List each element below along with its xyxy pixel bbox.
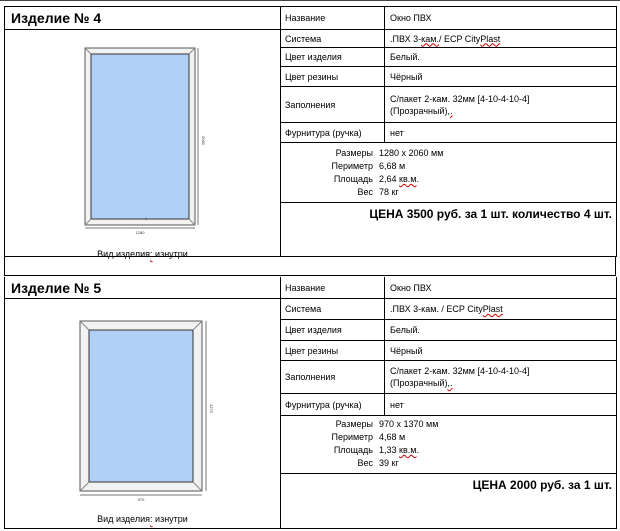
spec-row: Размеры 1280 x 2060 мм bbox=[335, 148, 444, 158]
product-title: Изделие № 4 bbox=[5, 7, 281, 30]
spec-row: Периметр 4,68 м bbox=[331, 432, 406, 442]
window-drawing bbox=[5, 30, 281, 240]
color-value: Белый. bbox=[385, 320, 617, 341]
spec-row: Площадь 1,33 кв.м. bbox=[333, 445, 419, 455]
filling-label: Заполнения bbox=[281, 87, 385, 123]
name-label: Название bbox=[281, 7, 385, 30]
spec-row: Вес 78 кг bbox=[357, 187, 399, 197]
color-label: Цвет изделия bbox=[281, 320, 385, 341]
specs-block bbox=[281, 143, 617, 203]
fittings-label: Фурнитура (ручка) bbox=[281, 123, 385, 143]
name-value: Окно ПВХ bbox=[385, 277, 617, 299]
rubber-value: Чёрный bbox=[385, 67, 617, 87]
height-dimension: 1370 bbox=[209, 404, 214, 413]
price-text: ЦЕНА 3500 руб. за 1 шт. количество 4 шт. bbox=[281, 203, 617, 257]
spec-row: Площадь 2,64 кв.м. bbox=[333, 174, 419, 184]
width-dimension: 1280 bbox=[135, 230, 145, 235]
width-dimension: 970 bbox=[137, 497, 145, 502]
svg-text:◇: ◇ bbox=[144, 216, 148, 221]
separator-row bbox=[4, 256, 616, 276]
fittings-value: нет bbox=[385, 123, 617, 143]
system-value: .ПВХ 3-кам. / ECP City Plast bbox=[385, 299, 617, 320]
system-value: .ПВХ 3- кам. / ECP City Plast bbox=[385, 30, 617, 48]
specs-block bbox=[281, 416, 617, 474]
spec-row: Вес 39 кг bbox=[357, 458, 399, 468]
height-dimension: 2060 bbox=[201, 136, 206, 145]
glass-pane bbox=[89, 330, 193, 482]
glass-pane bbox=[91, 54, 189, 219]
rubber-label: Цвет резины bbox=[281, 341, 385, 361]
color-value: Белый. bbox=[385, 48, 617, 67]
drawing-cell bbox=[5, 299, 281, 529]
spec-row: Периметр 6,68 м bbox=[331, 161, 406, 171]
view-caption: Вид изделия: изнутри bbox=[97, 249, 188, 259]
top-rule bbox=[0, 0, 620, 1]
fittings-label: Фурнитура (ручка) bbox=[281, 394, 385, 416]
fittings-value: нет bbox=[385, 394, 617, 416]
rubber-value: Чёрный bbox=[385, 341, 617, 361]
color-label: Цвет изделия bbox=[281, 48, 385, 67]
filling-label: Заполнения bbox=[281, 361, 385, 394]
spec-row: Размеры 970 x 1370 мм bbox=[335, 419, 439, 429]
name-label: Название bbox=[281, 277, 385, 299]
window-drawing bbox=[5, 299, 281, 509]
product-title: Изделие № 5 bbox=[5, 277, 281, 299]
rubber-label: Цвет резины bbox=[281, 67, 385, 87]
system-label: Система bbox=[281, 299, 385, 320]
filling-value: С/пакет 2-кам. 32мм [4-10-4-10-4] (Прозрачный),. bbox=[385, 87, 617, 123]
name-value: Окно ПВХ bbox=[385, 7, 617, 30]
drawing-cell bbox=[5, 30, 281, 257]
view-caption: Вид изделия: изнутри bbox=[97, 514, 188, 524]
price-text: ЦЕНА 2000 руб. за 1 шт. bbox=[281, 474, 617, 529]
filling-value: С/пакет 2-кам. 32мм [4-10-4-10-4] (Прозрачный),. bbox=[385, 361, 617, 394]
system-label: Система bbox=[281, 30, 385, 48]
